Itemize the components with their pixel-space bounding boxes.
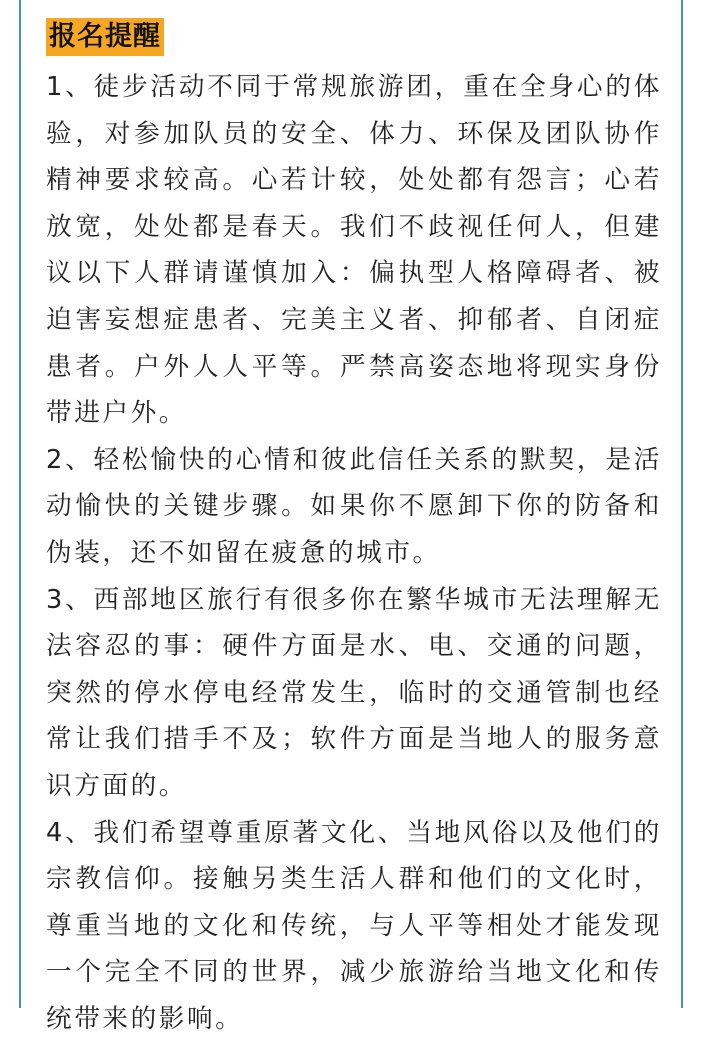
paragraph-3: 3、西部地区旅行有很多你在繁华城市无法理解无法容忍的事：硬件方面是水、电、交通的问题，突然的停水停电经常发生，临时的交通管制也经常让我们措手不及；软件方面是当地人的服务意识方面的。 <box>46 577 662 810</box>
section-heading: 报名提醒 <box>46 18 164 56</box>
paragraph-4: 4、我们希望尊重原著文化、当地风俗以及他们的宗教信仰。接触另类生活人群和他们的文化时，尊重当地的文化和传统，与人平等相处才能发现一个完全不同的世界，减少旅游给当地文化和传统带来的影响。 <box>46 810 662 1042</box>
paragraph-2: 2、轻松愉快的心情和彼此信任关系的默契，是活动愉快的关键步骤。如果你不愿卸下你的防备和伪装，还不如留在疲惫的城市。 <box>46 437 662 577</box>
paragraph-1: 1、徒步活动不同于常规旅游团，重在全身心的体验，对参加队员的安全、体力、环保及团队协作精神要求较高。心若计较，处处都有怨言；心若放宽，处处都是春天。我们不歧视任何人，但建议以下人群请谨慎加入：偏执型人格障碍者、被迫害妄想症患者、完美主义者、抑郁者、自闭症患者。户外人人平等。严禁高姿态地将现实身份带进户外。 <box>46 64 662 437</box>
notice-content <box>46 18 662 1042</box>
heading-wrapper <box>46 18 662 64</box>
left-border-line <box>19 0 21 1008</box>
right-border-line <box>681 0 683 1008</box>
